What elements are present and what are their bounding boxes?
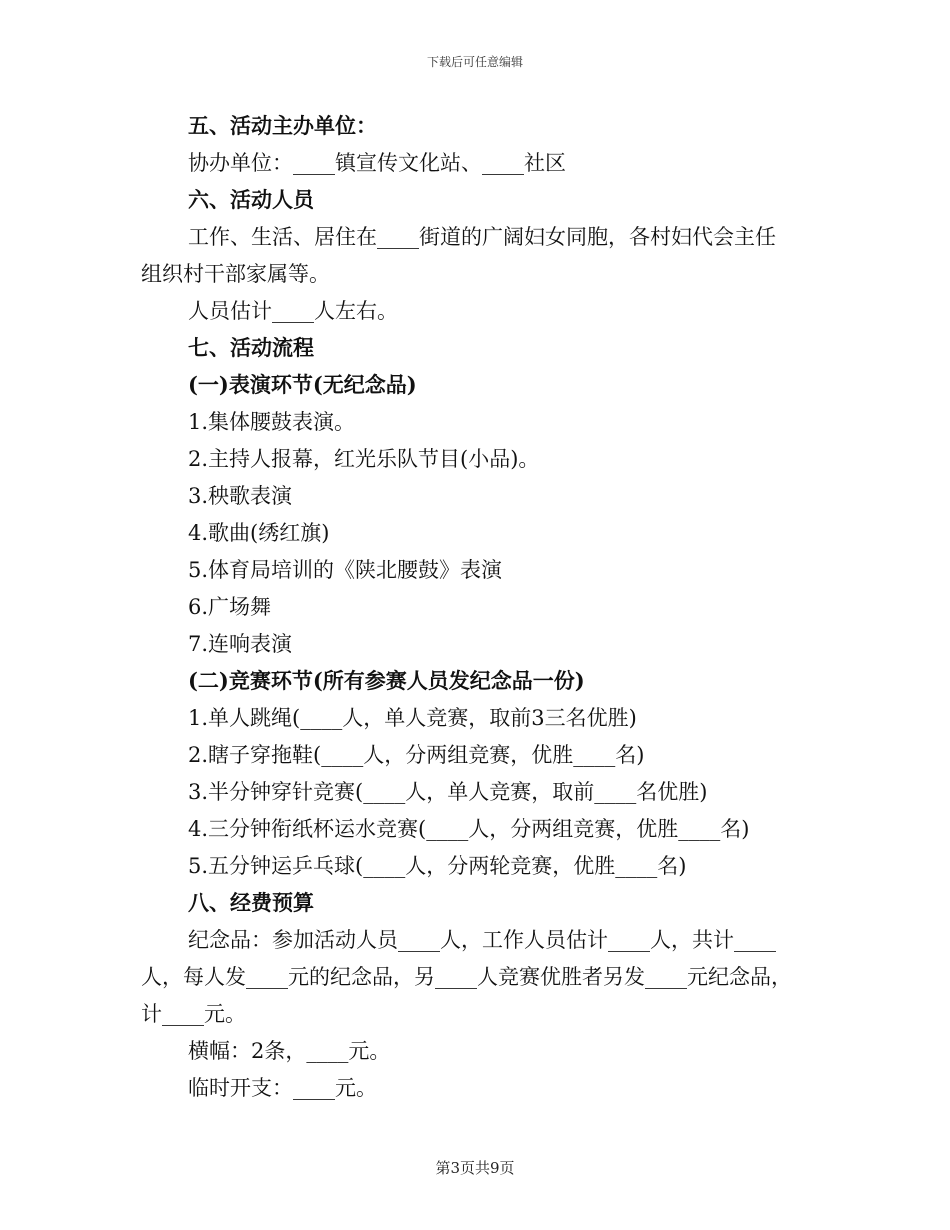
- competition-item: 3.半分钟穿针竞赛(____人，单人竞赛，取前____名优胜): [188, 780, 708, 804]
- section5-heading: 五、活动主办单位：: [188, 113, 377, 138]
- participants-desc-line1: 工作、生活、居住在____街道的广阔妇女同胞，各村妇代会主任: [188, 225, 776, 249]
- competition-part-title: (二)竞赛环节(所有参赛人员发纪念品一份): [188, 668, 585, 693]
- performance-item: 3.秧歌表演: [188, 484, 293, 508]
- souvenir-line3: 计____元。: [141, 1002, 246, 1026]
- section6-heading: 六、活动人员: [188, 187, 314, 212]
- souvenir-line1: 纪念品：参加活动人员____人，工作人员估计____人，共计____: [188, 928, 776, 952]
- section8-heading: 八、经费预算: [188, 890, 314, 915]
- performance-item: 6.广场舞: [188, 595, 272, 619]
- performance-item: 1.集体腰鼓表演。: [188, 410, 356, 434]
- competition-item: 1.单人跳绳(____人，单人竞赛，取前3三名优胜): [188, 706, 637, 730]
- co-organizer-line: 协办单位：____镇宣传文化站、____社区: [188, 151, 566, 175]
- performance-item: 2.主持人报幕，红光乐队节目(小品)。: [188, 447, 540, 471]
- competition-item: 2.瞎子穿拖鞋(____人，分两组竞赛，优胜____名): [188, 743, 645, 767]
- temporary-cost: 临时开支：____元。: [188, 1076, 377, 1100]
- souvenir-line2: 人，每人发____元的纪念品，另____人竞赛优胜者另发____元纪念品，: [141, 965, 792, 989]
- performance-item: 5.体育局培训的《陕北腰鼓》表演: [188, 558, 503, 582]
- banner-cost: 横幅：2条，____元。: [188, 1039, 391, 1063]
- competition-item: 5.五分钟运乒乓球(____人，分两轮竞赛，优胜____名): [188, 854, 687, 878]
- performance-item: 4.歌曲(绣红旗): [188, 521, 330, 545]
- performance-item: 7.连响表演: [188, 632, 293, 656]
- participants-estimate: 人员估计____人左右。: [188, 299, 398, 323]
- section7-heading: 七、活动流程: [188, 335, 314, 360]
- performance-part-title: (一)表演环节(无纪念品): [188, 372, 417, 397]
- page-footer: 第3页共9页: [435, 1159, 515, 1177]
- participants-desc-line2: 组织村干部家属等。: [141, 262, 330, 286]
- competition-item: 4.三分钟衔纸杯运水竞赛(____人，分两组竞赛，优胜____名): [188, 817, 750, 841]
- page-header: 下载后可任意编辑: [426, 55, 523, 69]
